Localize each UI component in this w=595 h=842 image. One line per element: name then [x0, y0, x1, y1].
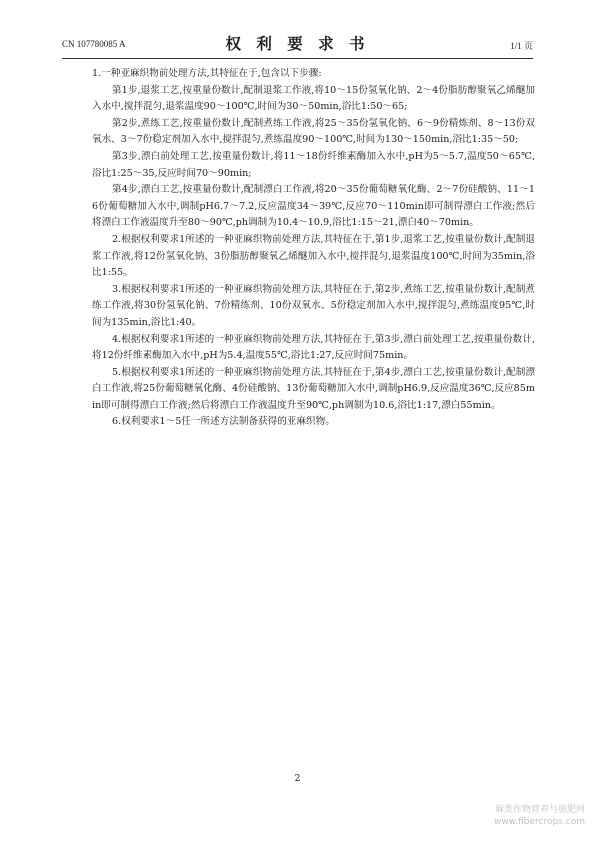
site-watermark — [494, 804, 585, 828]
claim-1: 1.一种亚麻织物前处理方法,其特征在于,包含以下步骤: — [92, 68, 322, 79]
page-number: 2 — [294, 773, 301, 784]
claim-1-step-1: 第1步,退浆工艺,按重量份数计,配制退浆工作液,将10～15份氢氧化钠、2～4份脂肪醇聚氧乙烯醚加入水中,搅拌混匀,退浆温度90～100℃,时间为30～50min,浴比1:50～65; — [92, 84, 535, 113]
claim-1-step-3: 第3步,漂白前处理工艺,按重量份数计,将11～18份纤维素酶加入水中,pH为5～5.7,温度50～65℃,浴比1:25～35,反应时间70～90min; — [92, 150, 535, 179]
claim-1-step-2: 第2步,煮练工艺,按重量份数计,配制煮练工作液,将25～35份氢氧化钠、6～9份精炼剂、8～13份双氧水、3～7份稳定剂加入水中,搅拌混匀,煮练温度90～100℃,时间为130～150min,浴比1:35～50; — [92, 117, 535, 146]
header-divider — [62, 58, 533, 59]
claim-4: 4.根据权利要求1所述的一种亚麻织物前处理方法,其特征在于,第3步,漂白前处理工艺,按重量份数计,将12份纤维素酶加入水中,pH为5.4,温度55℃,浴比1:27,反应时间75min。 — [92, 333, 535, 362]
claim-6: 6.权利要求1～5任一所述方法制备获得的亚麻织物。 — [112, 416, 335, 428]
publication-number: CN 107780085 A — [62, 39, 126, 49]
watermark-site-name: 麻类作物营养与施肥网 — [494, 805, 585, 815]
document-title: 权 利 要 求 书 — [225, 34, 370, 53]
claims-body — [92, 66, 535, 431]
page-indicator: 1/1 页 — [510, 41, 533, 51]
claim-5: 5.根据权利要求1所述的一种亚麻织物前处理方法,其特征在于,第4步,漂白工艺,按重量份数计,配制漂白工作液,将25份葡萄糖氧化酶、4份硅酸钠、13份葡萄糖加入水中,调制pH6.9,反应温度36℃,反应85min即可制得漂白工作液;然后将漂白工作液温度升至90℃,ph调制为10.6,浴比1:17,漂白55min。 — [92, 366, 535, 411]
claim-1-step-4: 第4步,漂白工艺,按重量份数计,配制漂白工作液,将20～35份葡萄糖氧化酶、2～7份硅酸钠、11～16份葡萄糖加入水中,调制pH6.7～7.2,反应温度34～39℃,反应70～110min即可制得漂白工作液;然后将漂白工作液温度升至80～90℃,ph调制为10.4～10.9,浴比1:15～21,漂白40～70min。 — [92, 184, 535, 229]
watermark-url: www.fibercrops.com — [494, 817, 585, 827]
claim-2: 2.根据权利要求1所述的一种亚麻织物前处理方法,其特征在于,第1步,退浆工艺,按重量份数计,配制退浆工作液,将12份氢氧化钠、3份脂肪醇聚氧乙烯醚加入水中,搅拌混匀,退浆温度100℃,时间为35min,浴比1:55。 — [92, 233, 535, 279]
claim-3: 3.根据权利要求1所述的一种亚麻织物前处理方法,其特征在于,第2步,煮练工艺,按重量份数计,配制煮练工作液,将30份氢氧化钠、7份精练剂、10份双氧水、5份稳定剂加入水中,搅拌混匀,煮练温度95℃,时间为135min,浴比1:40。 — [92, 283, 535, 328]
document-header — [62, 30, 533, 56]
